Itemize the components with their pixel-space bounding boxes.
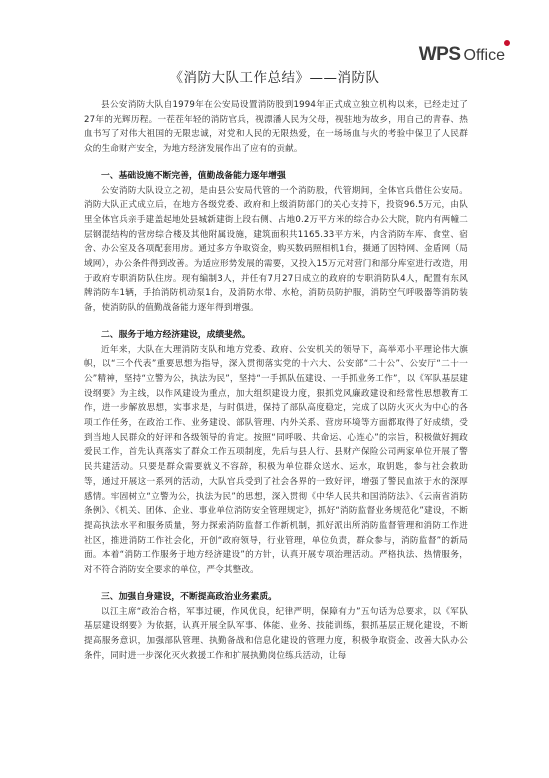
logo-dot-icon	[504, 40, 510, 46]
section-2-paragraph: 近年来，大队在大理消防支队和地方党委、政府、公安机关的领导下，高举邓小平理论伟大旗帜，以“三个代表”重要思想为指导，深入贯彻落实党的十六大、公安部“二十公”、公安厅“二十一公”精神，坚持“立警为公，执法为民”，坚持“一手抓队伍建设、一手抓业务工作”，以《军队基层建设纲要》为主线，以作风建设为重点，加大组织建设力度，狠抓党风廉政建设和经常性思想教育工作，进一步解放思想，实事求是，与时俱进，保持了部队高度稳定，完成了以防火灭火为中心的各项工作任务，在政治工作、业务建设、部队管理、内外关系、营房环境等方面都取得了好成绩，受到当地人民群众的好评和各级领导的肯定。按照“同呼吸、共命运、心连心”的宗旨，积极做好拥政爱民工作，首先认真落实了群众工作五项制度，先后与县人行、县财产保险公司两家单位开展了警民共建活动。只要是群众需要就义不容辞，积极为单位群众送水、运水，取钥匙，参与社会救助等，通过开展这一系列的活动，大队官兵受到了社会各界的一致好评，增强了警民血浓于水的深厚感情。牢固树立“立警为公，执法为民”的思想，深入贯彻《中华人民共和国消防法》、《云南省消防条例》、《机关、团体、企业、事业单位消防安全管理规定》，抓好“消防监督业务规范化”建设，不断提高执法水平和服务质量，努力探索消防监督工作新机制，抓好派出所消防监督管理和消防工作进社区，推进消防工作社会化，开创“政府领导，行业管理，单位负责，群众参与，消防监督”的新局面。本着“消防工作服务于地方经济建设”的方针，认真开展专项治理活动。严格执法、热情服务，对不符合消防安全要求的单位，严令其整改。	[84, 344, 468, 576]
logo-office-text: Office	[463, 47, 505, 64]
section-1-paragraph: 公安消防大队设立之初，是由县公安局代管的一个消防股，代管期间，全体官兵借住公安局。消防大队正式成立后，在地方各级党委、政府和上级消防部门的关心支持下，投资96.5万元，由队里全体官兵亲手建盖起地处县城新建街上段右侧、占地0.2万平方米的综合办公大院，院内有两幢二层钢混结构的营房综合楼及其他附属设施，建筑面积共1165.33平方米，内含消防车库、食堂、宿舍、办公室及各项配套用房。通过多方争取资金，购买数码照相机1台，摄通了因特网、金盾网（局域网），办公条件得到改善。为适应形势发展的需要，又投入15万元对营门和部分库室进行改造，用于政府专职消防队住房。现有编制3人，并任有7月27日成立的政府的专职消防队4人，配置有东风牌消防车1辆，手抬消防机动泵1台，及消防水带、水枪，消防员防护服，消防空气呼吸器等消防装备，使消防队的值勤战备能力逐年得到增强。	[84, 185, 468, 314]
logo-wps-text: WPS	[418, 44, 461, 65]
intro-paragraph: 县公安消防大队自1979年在公安局设置消防股到1994年正式成立独立机构以来，已经走过了27年的光辉历程。一茬茬年轻的消防官兵，视漂潘人民为父母，视驻地为故乡，用自己的青春、热血书写了对伟大祖国的无限忠诚，对党和人民的无限热爱，在一场场血与火的考验中保卫了人民群众的生命财产安全，为地方经济发展作出了应有的贡献。	[84, 100, 468, 155]
document-title: 《消防大队工作总结》——消防队	[169, 70, 380, 86]
document-body	[84, 98, 468, 663]
section-3-heading: 三、加强自身建设，不断提高政治业务素质。	[101, 591, 277, 602]
section-2-heading: 二、服务于地方经济建设，成绩斐然。	[101, 329, 251, 340]
wps-office-logo	[419, 44, 505, 66]
section-1-heading: 一、基础设施不断完善，值勤战备能力逐年增强	[101, 170, 286, 181]
section-3-paragraph: 以江主席“政治合格，军事过硬，作风优良，纪律严明，保障有力”五句话为总要求，以《军队基层建设纲要》为依据，认真开展全队军事、体能、业务、技能训练，狠抓基层正规化建设，不断提高服务意识，加强部队管理、执勤备战和信息化建设的管理力度，积极争取资金、改善大队办公条件，同时进一步深化灭火救援工作和扩展执勤岗位练兵活动，让每	[84, 606, 468, 661]
